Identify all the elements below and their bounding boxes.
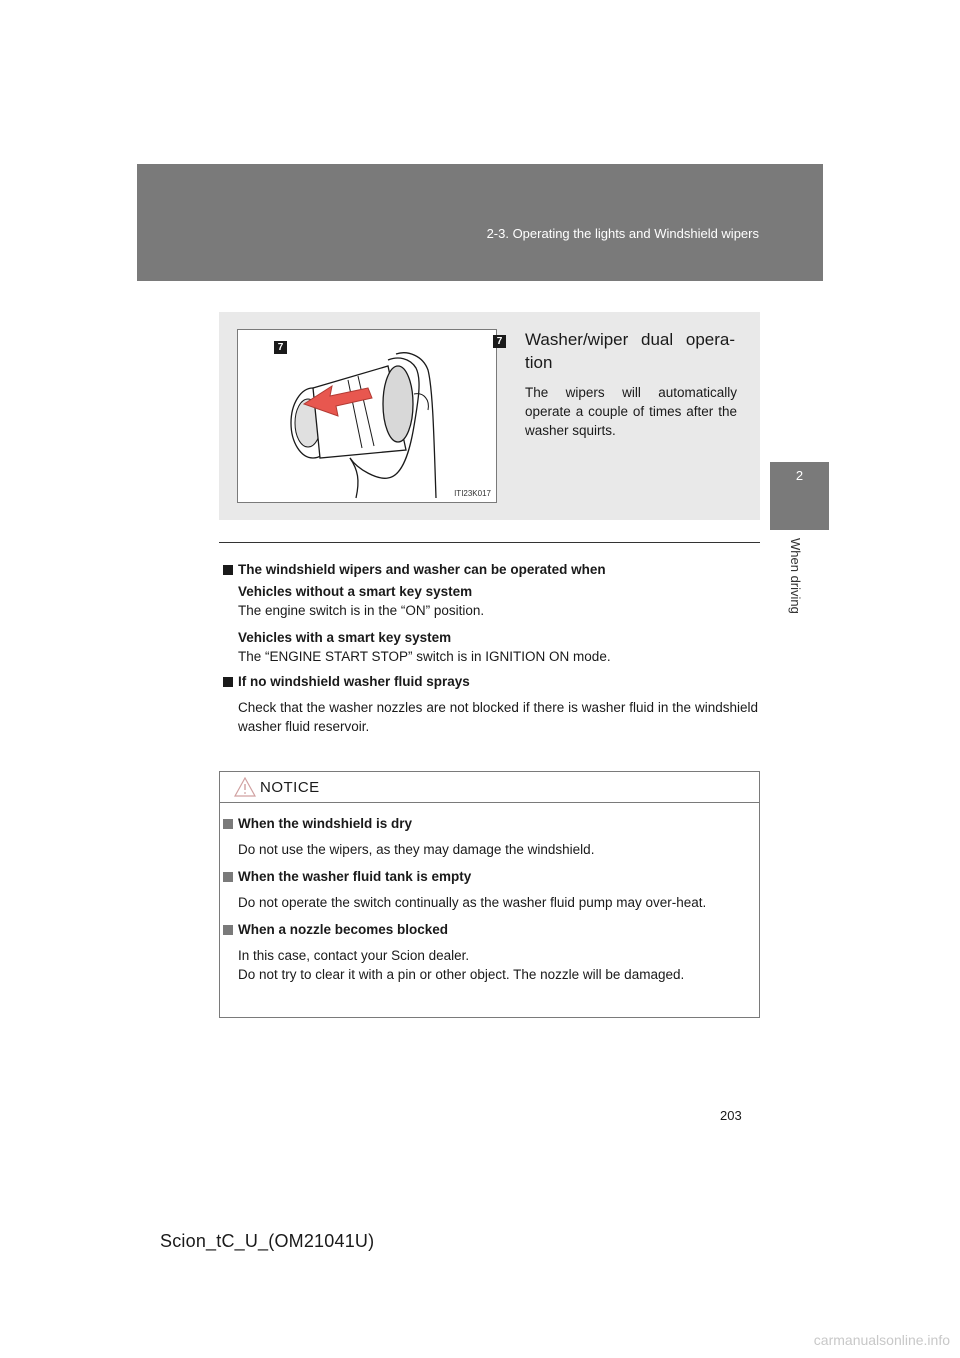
header-band — [137, 164, 823, 281]
note-body: Check that the washer nozzles are not blocked if there is washer fluid in the windshield washer fluid reservoir. — [238, 700, 758, 734]
function-heading-line2: tion — [525, 353, 553, 372]
notice-box — [219, 771, 760, 1018]
warning-triangle-icon — [234, 777, 256, 797]
watermark: carmanualsonline.info — [813, 1332, 950, 1348]
note-body: The engine switch is in the “ON” position. — [238, 603, 485, 618]
square-bullet-icon — [223, 925, 233, 935]
note-heading: If no windshield washer fluid sprays — [223, 672, 758, 692]
notice-item-body: Do not operate the switch continually as the washer fluid pump may over-heat. — [238, 895, 707, 910]
note-heading: The windshield wipers and washer can be operated when — [223, 560, 758, 580]
figure-code: ITI23K017 — [454, 489, 491, 498]
notice-item-heading: When the windshield is dry — [223, 814, 756, 834]
square-bullet-icon — [223, 872, 233, 882]
notice-item-body: Do not use the wipers, as they may damage the windshield. — [238, 842, 595, 857]
notice-item-heading: When a nozzle becomes blocked — [223, 920, 756, 940]
notice-content — [223, 814, 756, 984]
notice-item-body: In this case, contact your Scion dealer. — [238, 948, 470, 963]
chapter-number: 2 — [795, 468, 804, 483]
section-title: 2-3. Operating the lights and Windshield wipers — [486, 226, 759, 241]
function-description: The wipers will automatically operate a couple of times after the washer squirts. — [525, 385, 737, 438]
chapter-tab[interactable] — [770, 462, 829, 530]
chapter-label: When driving — [788, 538, 803, 614]
square-bullet-icon — [223, 677, 233, 687]
notice-header — [220, 772, 759, 803]
description-step-badge: 7 — [493, 335, 506, 348]
notice-item-heading: When the washer fluid tank is empty — [223, 867, 756, 887]
wiper-lever-drawing — [238, 330, 496, 502]
page-number: 203 — [720, 1108, 742, 1123]
figure-panel — [219, 312, 760, 520]
manual-code: Scion_tC_U_(OM21041U) — [160, 1231, 375, 1251]
notes-section — [223, 560, 758, 736]
square-bullet-icon — [223, 819, 233, 829]
note-subheading: Vehicles with a smart key system — [238, 630, 452, 645]
section-divider — [219, 542, 760, 543]
wiper-lever-illustration — [237, 329, 497, 503]
notice-item-body: Do not try to clear it with a pin or other object. The nozzle will be damaged. — [238, 967, 685, 982]
figure-step-badge: 7 — [274, 341, 287, 354]
notice-title: NOTICE — [260, 779, 320, 796]
note-body: The “ENGINE START STOP” switch is in IGNITION ON mode. — [238, 649, 611, 664]
note-subheading: Vehicles without a smart key system — [238, 584, 473, 599]
square-bullet-icon — [223, 565, 233, 575]
function-heading-line1: Washer/wiper dual opera- — [525, 330, 735, 349]
